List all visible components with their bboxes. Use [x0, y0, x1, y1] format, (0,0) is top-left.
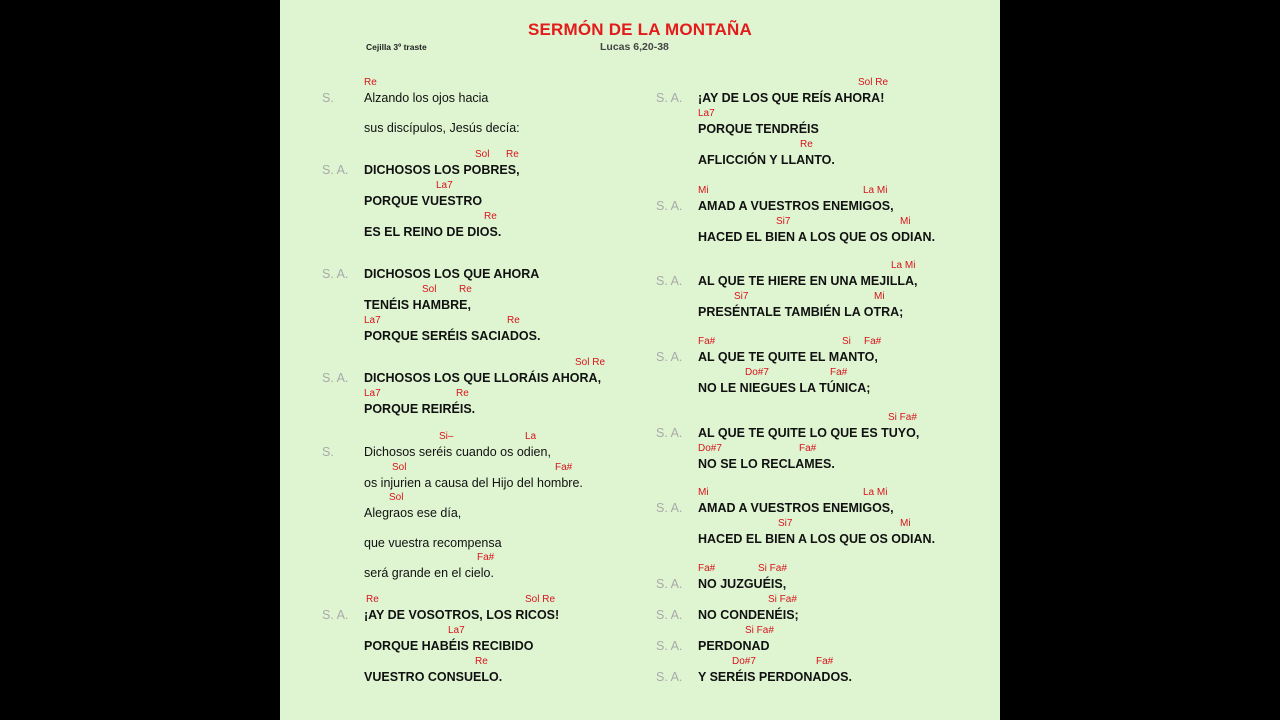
chord-label: Sol Re — [858, 77, 889, 88]
chord-label: Re — [364, 77, 377, 88]
chord-label: Fa# — [477, 552, 495, 563]
lyric-line: ES EL REINO DE DIOS. — [364, 225, 502, 239]
voice-marker: S. A. — [656, 639, 683, 653]
lyric-line: NO JUZGUÉIS, — [698, 577, 787, 591]
lyric-line: PORQUE TENDRÉIS — [698, 122, 819, 136]
chord-label: Re — [800, 139, 813, 150]
chord-label: Re — [366, 594, 379, 605]
chord-label: Do#7 — [732, 656, 756, 667]
scripture-reference: Lucas 6,20-38 — [600, 41, 669, 53]
lyric-line: será grande en el cielo. — [364, 566, 494, 580]
chord-label: La Mi — [863, 487, 888, 498]
chord-label: Mi — [698, 487, 709, 498]
chord-label: Mi — [698, 185, 709, 196]
chord-label: Re — [507, 315, 520, 326]
chord-label: Si Fa# — [888, 412, 917, 423]
voice-marker: S. A. — [322, 267, 349, 281]
voice-marker: S. A. — [322, 608, 349, 622]
chord-label: Re — [459, 284, 472, 295]
page-title: SERMÓN DE LA MONTAÑA — [527, 20, 753, 39]
voice-marker: S. A. — [656, 199, 683, 213]
lyric-line: ¡AY DE VOSOTROS, LOS RICOS! — [364, 608, 560, 622]
chord-label: La7 — [448, 625, 465, 636]
lyric-line: Alzando los ojos hacia — [364, 91, 489, 105]
voice-marker: S. — [322, 91, 334, 105]
voice-marker: S. A. — [656, 608, 683, 622]
chord-label: Mi — [900, 216, 911, 227]
chord-label: Fa# — [816, 656, 834, 667]
chord-label: La7 — [364, 388, 381, 399]
voice-marker: S. A. — [656, 426, 683, 440]
chord-label: Si7 — [734, 291, 749, 302]
capo-note: Cejilla 3º traste — [366, 42, 427, 52]
lyric-line: AMAD A VUESTROS ENEMIGOS, — [698, 501, 894, 515]
voice-marker: S. A. — [656, 577, 683, 591]
lyric-line: DICHOSOS LOS QUE LLORÁIS AHORA, — [364, 371, 602, 385]
chord-label: La — [525, 431, 537, 442]
lyric-line: TENÉIS HAMBRE, — [364, 298, 471, 312]
chord-label: Si Fa# — [758, 563, 787, 574]
lyric-line: sus discípulos, Jesús decía: — [364, 121, 520, 135]
lyric-line: DICHOSOS LOS QUE AHORA — [364, 267, 540, 281]
chord-label: Sol — [389, 492, 404, 503]
song-sheet — [280, 0, 1000, 720]
lyric-line: HACED EL BIEN A LOS QUE OS ODIAN. — [698, 532, 936, 546]
chord-label: Do#7 — [745, 367, 769, 378]
lyric-line: AL QUE TE QUITE LO QUE ES TUYO, — [698, 426, 920, 440]
chord-label: Sol — [392, 462, 407, 473]
chord-label: Re — [484, 211, 497, 222]
chord-label: Re — [506, 149, 519, 160]
lyric-line: PORQUE REIRÉIS. — [364, 402, 476, 416]
chord-label: Si7 — [778, 518, 793, 529]
chord-label: Fa# — [698, 336, 716, 347]
lyric-line: Dichosos seréis cuando os odien, — [364, 445, 551, 459]
chord-label: La7 — [364, 315, 381, 326]
chord-label: Si Fa# — [745, 625, 774, 636]
chord-label: Re — [475, 656, 488, 667]
chord-label: Sol Re — [525, 594, 556, 605]
chord-label: Sol — [422, 284, 437, 295]
lyric-line: AFLICCIÓN Y LLANTO. — [698, 153, 835, 167]
chord-label: Fa# — [799, 443, 817, 454]
lyric-line: NO LE NIEGUES LA TÚNICA; — [698, 381, 871, 395]
chord-label: La Mi — [863, 185, 888, 196]
chord-label: Fa# — [830, 367, 848, 378]
chord-label: Si– — [439, 431, 454, 442]
chord-label: Si — [842, 336, 851, 347]
lyric-line: NO SE LO RECLAMES. — [698, 457, 835, 471]
lyric-line: Alegraos ese día, — [364, 506, 462, 520]
chord-label: Fa# — [555, 462, 573, 473]
lyric-line: NO CONDENÉIS; — [698, 608, 799, 622]
chord-label: Fa# — [864, 336, 882, 347]
lyric-line: AMAD A VUESTROS ENEMIGOS, — [698, 199, 894, 213]
chord-label: Mi — [874, 291, 885, 302]
lyric-line: HACED EL BIEN A LOS QUE OS ODIAN. — [698, 230, 936, 244]
voice-marker: S. A. — [322, 163, 349, 177]
chord-label: Si Fa# — [768, 594, 797, 605]
voice-marker: S. A. — [656, 350, 683, 364]
lyric-line: PORQUE SERÉIS SACIADOS. — [364, 329, 541, 343]
lyric-line: PERDONAD — [698, 639, 770, 653]
voice-marker: S. A. — [656, 501, 683, 515]
chord-label: Mi — [900, 518, 911, 529]
chord-label: Do#7 — [698, 443, 722, 454]
voice-marker: S. A. — [322, 371, 349, 385]
chord-label: La7 — [698, 108, 715, 119]
lyric-line: os injurien a causa del Hijo del hombre. — [364, 476, 583, 490]
chord-label: Re — [456, 388, 469, 399]
chord-label: La7 — [436, 180, 453, 191]
chord-label: Fa# — [698, 563, 716, 574]
chord-label: Si7 — [776, 216, 791, 227]
chord-label: La Mi — [891, 260, 916, 271]
lyric-line: PORQUE VUESTRO — [364, 194, 483, 208]
lyric-line: Y SERÉIS PERDONADOS. — [698, 670, 852, 684]
voice-marker: S. A. — [656, 91, 683, 105]
lyric-line: PRESÉNTALE TAMBIÉN LA OTRA; — [698, 305, 904, 319]
voice-marker: S. A. — [656, 274, 683, 288]
lyric-line: que vuestra recompensa — [364, 536, 502, 550]
lyric-line: AL QUE TE QUITE EL MANTO, — [698, 350, 878, 364]
voice-marker: S. — [322, 445, 334, 459]
voice-marker: S. A. — [656, 670, 683, 684]
lyric-line: VUESTRO CONSUELO. — [364, 670, 503, 684]
chord-label: Sol — [475, 149, 490, 160]
chord-label: Sol Re — [575, 357, 606, 368]
lyric-line: PORQUE HABÉIS RECIBIDO — [364, 639, 534, 653]
lyric-line: ¡AY DE LOS QUE REÍS AHORA! — [698, 91, 885, 105]
lyric-line: AL QUE TE HIERE EN UNA MEJILLA, — [698, 274, 918, 288]
lyric-line: DICHOSOS LOS POBRES, — [364, 163, 520, 177]
